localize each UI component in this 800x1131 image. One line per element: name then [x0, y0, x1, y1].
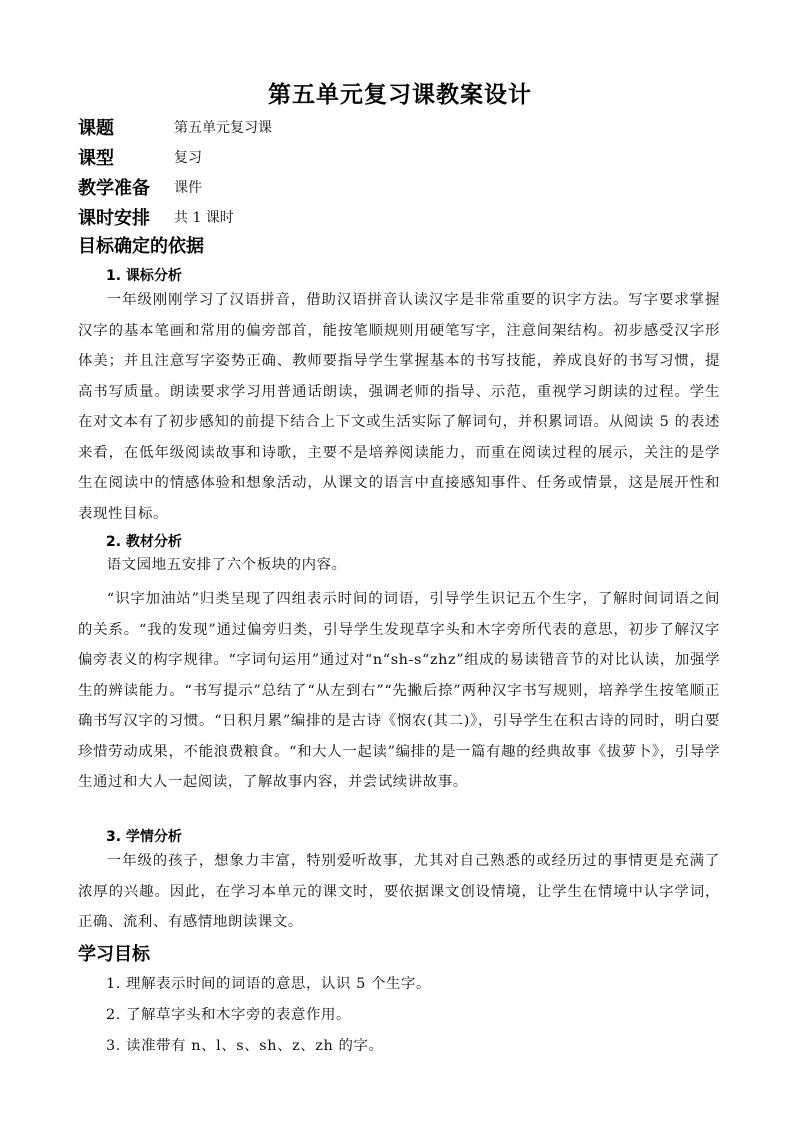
document-title: 第五单元复习课教案设计	[268, 82, 532, 108]
meta-label: 课题	[78, 118, 114, 139]
meta-label: 课型	[78, 148, 114, 169]
paragraph-curriculum-analysis: 一年级刚刚学习了汉语拼音，借助汉语拼音认读汉字是非常重要的识字方法。写字要求掌握汉字的基本笔画和常用的偏旁部首，能按笔顺规则用硬笔写字，注意间架结构。初步感受汉字形体美；并且注意写字姿势正确、教师要指导学生掌握基本的书写技能，养成良好的书写习惯，提高书写质量。朗读要求学习用普通话朗读，强调老师的指导、示范，重视学习朗读的过程。学生在对文本有了初步感知的前提下结合上下文或生活实际了解词句，并积累词语。从阅读 5 的表述来看，在低年级阅读故事和诗歌，主要不是培养阅读能力，而重在阅读过程的展示，关注的是学生在阅读中的情感体验和想象活动，从课文的语言中直接感知事件、任务或情景，这是展开性和表现性目标。	[78, 292, 720, 522]
subheading-curriculum-analysis: 1. 课标分析	[106, 268, 182, 284]
objective-item: 2. 了解草字头和木字旁的表意作用。	[106, 1007, 351, 1023]
meta-row-type	[78, 144, 202, 170]
meta-row-preparation	[78, 174, 202, 200]
meta-label: 教学准备	[78, 178, 150, 199]
meta-value: 复习	[174, 150, 202, 166]
meta-row-topic	[78, 114, 272, 140]
objective-item: 3. 读准带有 n、l、s、sh、z、zh 的字。	[106, 1038, 384, 1054]
paragraph-learner-analysis: 一年级的孩子，想象力丰富，特别爱听故事，尤其对自己熟悉的或经历过的事情更是充满了浓厚的兴趣。因此，在学习本单元的课文时，要依据课文创设情境，让学生在情境中认字学词，正确、流利、有感情地朗读课文。	[78, 853, 720, 930]
meta-label: 课时安排	[78, 208, 150, 229]
objective-item: 1. 理解表示时间的词语的意思，认识 5 个生字。	[106, 976, 432, 992]
section-heading-basis: 目标确定的依据	[78, 236, 204, 257]
paragraph-textbook-intro: 语文园地五安排了六个板块的内容。	[106, 557, 347, 573]
paragraph-textbook-details: “识字加油站”归类呈现了四组表示时间的词语，引导学生识记五个生字，了解时间词语之间的关系。“我的发现”通过偏旁归类，引导学生发现草字头和木字旁所代表的意思，初步了解汉字偏旁表义的构字规律。“字词句运用”通过对“n“sh-s“zhz”组成的易读错音节的对比认读，加强学生的辨读能力。“书写提示”总结了“从左到右”“先撇后捺”两种汉字书写规则，培养学生按笔顺正确书写汉字的习惯。“日积月累”编排的是古诗《悯农(其二)》，引导学生在积古诗的同时，明白要珍惜劳动成果，不能浪费粮食。“和大人一起读”编排的是一篇有趣的经典故事《拔萝卜》，引导学生通过和大人一起阅读，了解故事内容，并尝试续讲故事。	[78, 591, 720, 790]
subheading-textbook-analysis: 2. 教材分析	[106, 534, 182, 550]
meta-row-schedule	[78, 204, 234, 230]
section-heading-objectives: 学习目标	[78, 944, 150, 965]
meta-value: 第五单元复习课	[174, 120, 272, 136]
subheading-learner-analysis: 3. 学情分析	[106, 829, 182, 845]
meta-value: 共 1 课时	[174, 210, 234, 226]
meta-value: 课件	[174, 180, 202, 196]
